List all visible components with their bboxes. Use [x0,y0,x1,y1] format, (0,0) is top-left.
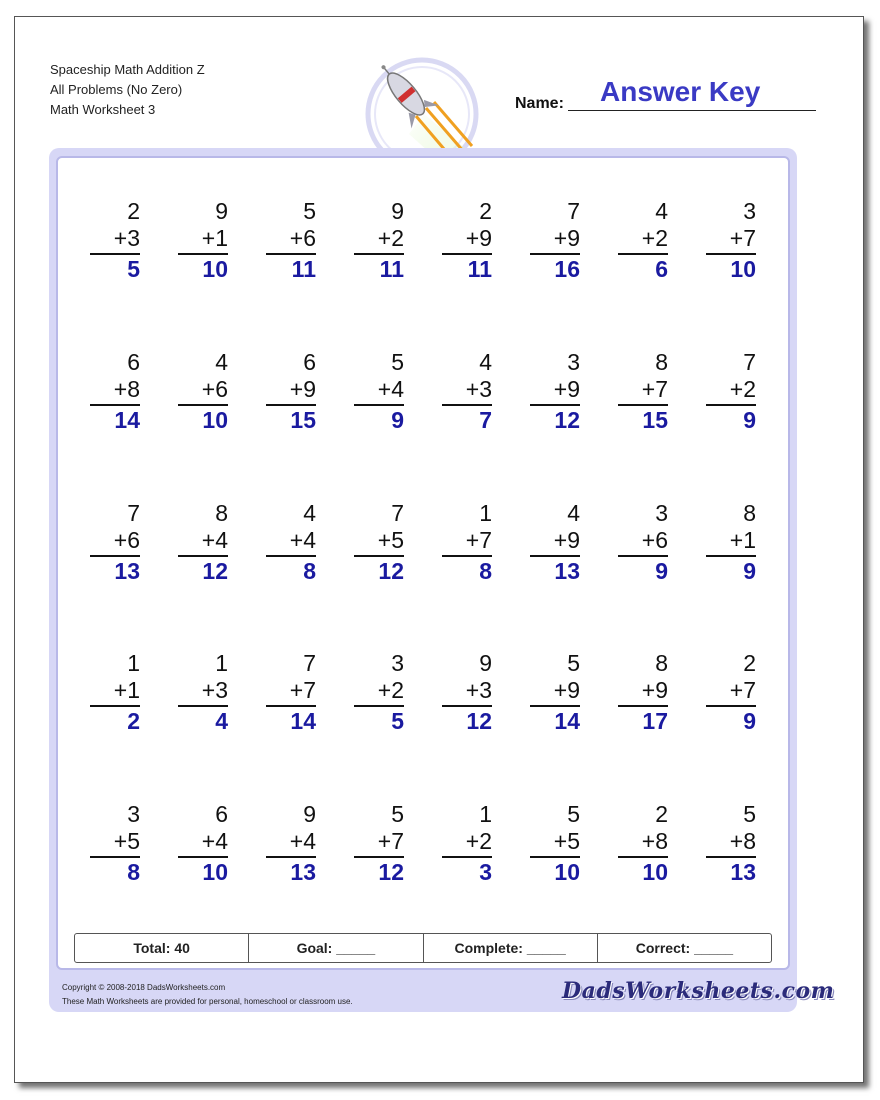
problem-5-8 [712,801,756,886]
problem-4-4 [360,650,404,735]
total-cell: Total: 40 [75,934,249,962]
answer-rule [706,705,756,707]
addend-top: 9 [479,650,492,676]
answer-sum: 2 [127,708,140,734]
addend-bottom: +9 [553,677,580,703]
problem-2-5 [448,349,492,434]
problem-2-4 [360,349,404,434]
addend-top: 9 [215,198,228,224]
answer-sum: 7 [479,407,492,433]
copyright-text: Copyright © 2008-2018 DadsWorksheets.com [62,983,226,992]
complete-cell: Complete: _____ [424,934,598,962]
addend-bottom: +8 [641,828,668,854]
problem-4-2 [184,650,228,735]
addend-top: 4 [215,349,228,375]
addend-top: 4 [303,500,316,526]
answer-sum: 10 [554,859,580,885]
addend-bottom: +4 [289,527,316,553]
answer-sum: 13 [730,859,756,885]
addend-bottom: +2 [465,828,492,854]
answer-rule [530,856,580,858]
answer-sum: 6 [655,256,668,282]
addend-bottom: +2 [377,225,404,251]
addend-top: 6 [303,349,316,375]
problem-3-3 [272,500,316,585]
answer-key-label: Answer Key [600,76,761,107]
answer-rule [266,705,316,707]
answer-rule [178,555,228,557]
addend-bottom: +1 [729,527,756,553]
addend-bottom: +4 [289,828,316,854]
problem-3-4 [360,500,404,585]
problem-5-1 [96,801,140,886]
addend-bottom: +5 [377,527,404,553]
answer-sum: 10 [202,859,228,885]
problem-5-6 [536,801,580,886]
addend-bottom: +9 [553,527,580,553]
answer-sum: 8 [479,558,492,584]
addend-bottom: +7 [729,225,756,251]
answer-sum: 8 [303,558,316,584]
addend-top: 3 [743,198,756,224]
answer-sum: 12 [554,407,580,433]
addend-top: 8 [655,349,668,375]
answer-sum: 9 [391,407,404,433]
answer-rule [442,253,492,255]
answer-sum: 11 [379,256,404,282]
addend-bottom: +3 [201,677,228,703]
problem-5-2 [184,801,228,886]
problem-3-1 [96,500,140,585]
answer-rule [178,705,228,707]
answer-rule [530,705,580,707]
addend-top: 5 [567,801,580,827]
answer-sum: 12 [378,558,404,584]
answer-rule [178,856,228,858]
answer-rule [90,404,140,406]
answer-rule [618,856,668,858]
addend-bottom: +3 [465,677,492,703]
name-underline [568,110,816,111]
addend-bottom: +9 [465,225,492,251]
addend-top: 9 [303,801,316,827]
addend-top: 7 [391,500,404,526]
addend-top: 3 [391,650,404,676]
worksheet-title: Spaceship Math Addition Z [50,62,205,77]
addend-bottom: +9 [553,376,580,402]
answer-sum: 16 [554,256,580,282]
problem-5-5 [448,801,492,886]
addend-bottom: +5 [113,828,140,854]
problem-area [56,156,790,970]
problem-2-6 [536,349,580,434]
addend-bottom: +7 [641,376,668,402]
addend-bottom: +2 [377,677,404,703]
problem-3-7 [624,500,668,585]
addend-top: 4 [567,500,580,526]
addend-bottom: +1 [113,677,140,703]
problem-1-2 [184,198,228,283]
answer-sum: 12 [202,558,228,584]
addend-bottom: +7 [289,677,316,703]
answer-sum: 14 [114,407,140,433]
problem-3-6 [536,500,580,585]
addend-bottom: +8 [729,828,756,854]
addend-top: 7 [303,650,316,676]
answer-rule [90,253,140,255]
answer-sum: 14 [554,708,580,734]
addend-bottom: +2 [729,376,756,402]
addend-top: 4 [655,198,668,224]
answer-sum: 9 [743,558,756,584]
worksheet-number: Math Worksheet 3 [50,102,156,117]
addend-bottom: +7 [465,527,492,553]
answer-sum: 13 [290,859,316,885]
addend-top: 3 [655,500,668,526]
addend-top: 2 [127,198,140,224]
problem-2-3 [272,349,316,434]
addend-bottom: +6 [289,225,316,251]
answer-rule [266,856,316,858]
answer-rule [178,253,228,255]
addend-top: 5 [391,801,404,827]
addend-bottom: +5 [553,828,580,854]
addend-top: 8 [215,500,228,526]
addend-bottom: +9 [289,376,316,402]
problem-2-7 [624,349,668,434]
answer-rule [530,555,580,557]
answer-sum: 10 [642,859,668,885]
name-label: Name: [515,95,564,112]
answer-sum: 17 [642,708,668,734]
answer-rule [266,555,316,557]
addend-bottom: +2 [641,225,668,251]
answer-sum: 13 [114,558,140,584]
answer-sum: 10 [202,407,228,433]
goal-cell: Goal: _____ [249,934,423,962]
usage-notice: These Math Worksheets are provided for personal, homeschool or classroom use. [62,997,353,1006]
score-bar [74,933,772,963]
problem-3-5 [448,500,492,585]
answer-rule [354,856,404,858]
problem-5-4 [360,801,404,886]
answer-rule [442,856,492,858]
addend-top: 7 [127,500,140,526]
addend-top: 8 [743,500,756,526]
addend-bottom: +7 [377,828,404,854]
answer-rule [618,705,668,707]
addend-top: 2 [479,198,492,224]
answer-sum: 8 [127,859,140,885]
addend-bottom: +6 [113,527,140,553]
addend-top: 1 [479,500,492,526]
addend-top: 9 [391,198,404,224]
answer-sum: 9 [655,558,668,584]
addend-bottom: +4 [201,527,228,553]
answer-sum: 10 [202,256,228,282]
problem-1-4 [360,198,404,283]
problem-4-8 [712,650,756,735]
addend-bottom: +8 [113,376,140,402]
addend-bottom: +3 [465,376,492,402]
answer-rule [354,253,404,255]
addend-top: 2 [655,801,668,827]
addend-bottom: +4 [377,376,404,402]
answer-rule [178,404,228,406]
problem-2-2 [184,349,228,434]
answer-sum: 9 [743,708,756,734]
addend-top: 6 [127,349,140,375]
addend-top: 3 [127,801,140,827]
answer-rule [706,404,756,406]
addend-bottom: +9 [553,225,580,251]
addend-bottom: +4 [201,828,228,854]
addend-bottom: +9 [641,677,668,703]
problem-1-6 [536,198,580,283]
addend-bottom: +6 [641,527,668,553]
problem-1-5 [448,198,492,283]
correct-cell: Correct: _____ [635,940,734,956]
addend-top: 2 [743,650,756,676]
problem-2-1 [96,349,140,434]
answer-rule [530,253,580,255]
problem-4-6 [536,650,580,735]
answer-sum: 5 [127,256,140,282]
addend-top: 4 [479,349,492,375]
addend-top: 5 [391,349,404,375]
answer-sum: 15 [642,407,668,433]
answer-rule [266,404,316,406]
answer-rule [618,253,668,255]
answer-rule [90,856,140,858]
addend-bottom: +7 [729,677,756,703]
answer-sum: 9 [743,407,756,433]
problem-4-1 [96,650,140,735]
answer-sum: 14 [290,708,316,734]
addend-top: 8 [655,650,668,676]
answer-sum: 5 [391,708,404,734]
addend-top: 5 [303,198,316,224]
addend-top: 1 [215,650,228,676]
answer-rule [354,705,404,707]
answer-sum: 12 [466,708,492,734]
answer-sum: 13 [554,558,580,584]
answer-sum: 3 [479,859,492,885]
problem-4-5 [448,650,492,735]
worksheet-subtitle: All Problems (No Zero) [50,82,183,97]
answer-rule [442,555,492,557]
problem-1-1 [96,198,140,283]
answer-sum: 15 [290,407,316,433]
addend-bottom: +1 [201,225,228,251]
addend-bottom: +3 [113,225,140,251]
addend-top: 7 [567,198,580,224]
brand-logo: DadsWorksheets.com [562,978,835,1004]
answer-rule [354,555,404,557]
addend-top: 1 [479,801,492,827]
answer-rule [90,555,140,557]
problem-4-7 [624,650,668,735]
problem-3-8 [712,500,756,585]
problem-1-7 [624,198,668,283]
problem-1-3 [272,198,316,283]
answer-rule [618,404,668,406]
answer-rule [442,404,492,406]
answer-sum: 4 [215,708,228,734]
answer-rule [266,253,316,255]
addend-top: 5 [743,801,756,827]
answer-rule [530,404,580,406]
answer-rule [90,705,140,707]
answer-rule [618,555,668,557]
addend-bottom: +6 [201,376,228,402]
answer-sum: 11 [291,256,316,282]
answer-sum: 10 [730,256,756,282]
addend-top: 1 [127,650,140,676]
addend-top: 3 [567,349,580,375]
answer-rule [706,555,756,557]
problem-4-3 [272,650,316,735]
answer-rule [706,253,756,255]
problem-3-2 [184,500,228,585]
addend-top: 7 [743,349,756,375]
answer-rule [354,404,404,406]
problem-2-8 [712,349,756,434]
addend-top: 6 [215,801,228,827]
problem-1-8 [712,198,756,283]
answer-rule [706,856,756,858]
problem-5-3 [272,801,316,886]
addend-top: 5 [567,650,580,676]
problem-5-7 [624,801,668,886]
answer-rule [442,705,492,707]
answer-sum: 11 [467,256,492,282]
answer-sum: 12 [378,859,404,885]
